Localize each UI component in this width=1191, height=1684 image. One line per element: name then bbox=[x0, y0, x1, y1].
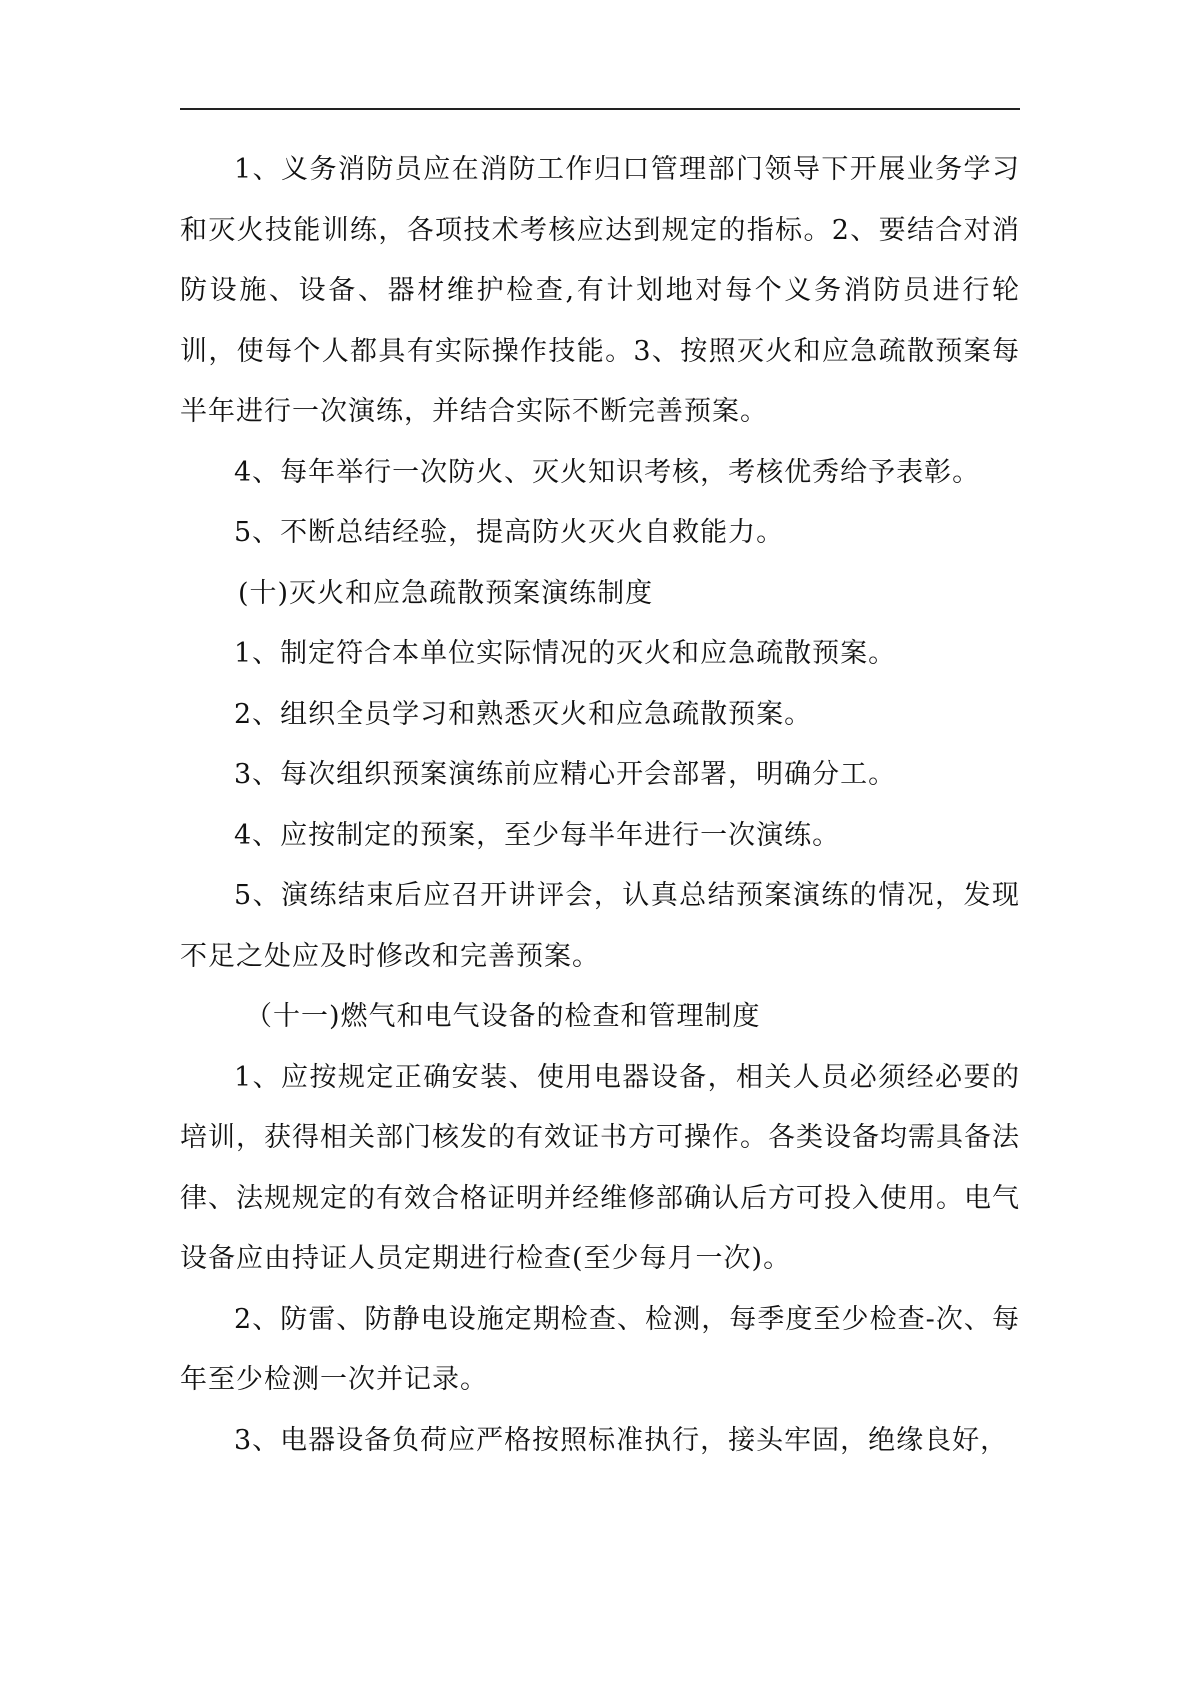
list-item: 1、应按规定正确安装、使用电器设备，相关人员必须经必要的培训，获得相关部门核发的有效证书方可操作。各类设备均需具备法律、法规规定的有效合格证明并经维修部确认后方可投入使用。电气设备应由持证人员定期进行检查(至少每月一次)。 bbox=[180, 1061, 1020, 1274]
list-item: 5、演练结束后应召开讲评会，认真总结预案演练的情况，发现不足之处应及时修改和完善预案。 bbox=[180, 880, 1020, 972]
section-heading-gas-electrical: （十一)燃气和电气设备的检查和管理制度 bbox=[245, 1001, 761, 1032]
list-item: 1、制定符合本单位实际情况的灭火和应急疏散预案。 bbox=[234, 638, 897, 669]
paragraph-summarize-experience: 5、不断总结经验，提高防火灭火自救能力。 bbox=[234, 517, 785, 548]
list-item: 2、组织全员学习和熟悉灭火和应急疏散预案。 bbox=[234, 698, 813, 730]
paragraph-volunteer-training: 1、义务消防员应在消防工作归口管理部门领导下开展业务学习和灭火技能训练，各项技术考核应达到规定的指标。2、要结合对消防设施、设备、器材维护检查,有计划地对每个义务消防员进行轮训，使每个人都具有实际操作技能。3、按照灭火和应急疏散预案每半年进行一次演练，并结合实际不断完善预案。 bbox=[180, 154, 1020, 427]
paragraph-annual-assessment: 4、每年举行一次防火、灭火知识考核，考核优秀给予表彰。 bbox=[234, 456, 981, 488]
list-item: 3、每次组织预案演练前应精心开会部署，明确分工。 bbox=[234, 759, 897, 790]
section-heading-drill-system: (十)灭火和应急疏散预案演练制度 bbox=[238, 577, 654, 609]
list-item: 3、电器设备负荷应严格按照标准执行，接头牢固，绝缘良好， bbox=[234, 1424, 1009, 1456]
header-rule bbox=[180, 108, 1020, 110]
document-body bbox=[180, 140, 1020, 1471]
list-item: 2、防雷、防静电设施定期检查、检测，每季度至少检查-次、每年至少检测一次并记录。 bbox=[180, 1303, 1020, 1395]
list-item: 4、应按制定的预案，至少每半年进行一次演练。 bbox=[234, 819, 841, 851]
